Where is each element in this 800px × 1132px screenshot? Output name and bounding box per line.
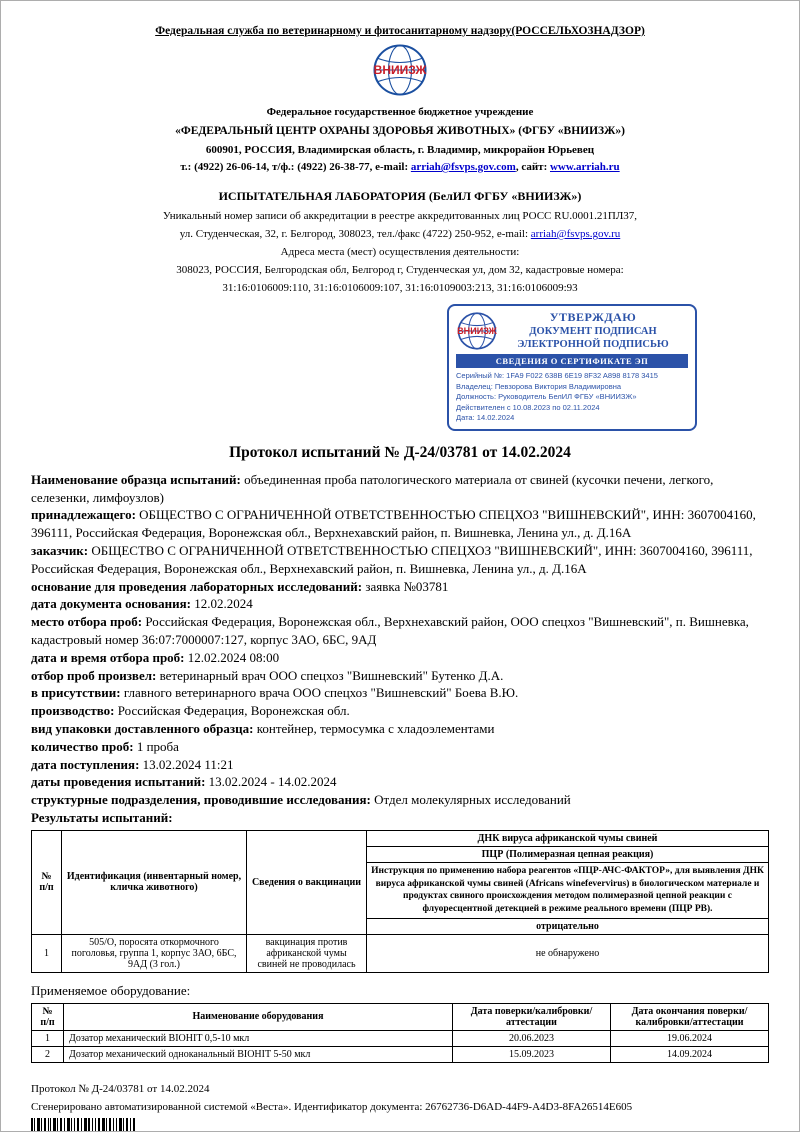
field-label: количество проб: — [31, 738, 134, 754]
equipment-row-date-end: 14.09.2024 — [611, 1046, 769, 1062]
field-label: производство: — [31, 703, 115, 719]
field-label: место отбора проб: — [31, 614, 143, 630]
field-label: даты проведения испытаний: — [31, 774, 206, 790]
field-packaging — [31, 720, 769, 738]
stamp-date: Дата: 14.02.2024 — [456, 413, 515, 423]
equipment-row-num: 1 — [32, 1030, 64, 1046]
field-value: 13.02.2024 - 14.02.2024 — [208, 774, 337, 790]
field-label: дата поступления: — [31, 756, 140, 772]
field-owner — [31, 506, 769, 542]
email-link-main[interactable]: arriah@fsvps.gov.com — [410, 161, 516, 173]
barcode-icon — [31, 1118, 137, 1131]
stamp-validity: Действителен с 10.08.2023 по 02.11.2024 — [456, 402, 600, 412]
field-value: заявка №03781 — [365, 578, 449, 594]
results-row-identification: 505/О, поросята откормочного поголовья, группа 1, корпус 3АО, 6БС, 9АД (3 гол.) — [62, 934, 247, 972]
field-label: дата документа основания: — [31, 596, 191, 612]
org-name: «ФЕДЕРАЛЬНЫЙ ЦЕНТР ОХРАНЫ ЗДОРОВЬЯ ЖИВОТНЫХ» (ФГБУ «ВНИИЗЖ») — [175, 125, 625, 137]
stamp-globe-icon — [456, 311, 498, 351]
field-witness — [31, 684, 769, 702]
stamp-position: Должность: Руководитель БелИЛ ФГБУ «ВНИИЗЖ» — [456, 392, 637, 402]
field-label: отбор проб произвел: — [31, 667, 157, 683]
email-link-lab[interactable]: arriah@fsvps.gov.ru — [530, 228, 621, 240]
field-value: главного ветеринарного врача ООО спецхоз "Вишневский" Боева В.Ю. — [123, 685, 519, 701]
results-test-name: ДНК вируса африканской чумы свиней — [367, 830, 769, 846]
equipment-row-name: Дозатор механический BIOHIT 0,5-10 мкл — [64, 1030, 453, 1046]
field-value: 13.02.2024 11:21 — [142, 756, 234, 772]
activity-address-1: 308023, РОССИЯ, Белгородская обл, Белгород г, Студенческая ул, дом 32, кадастровые номера: — [176, 264, 624, 276]
contacts-site-label: , сайт: — [515, 161, 550, 173]
lab-address-line — [31, 228, 769, 240]
org-type: Федеральное государственное бюджетное учреждение — [266, 106, 534, 118]
accreditation-line: Уникальный номер записи об аккредитации в реестре аккредитованных лиц РОСС RU.0001.21ПЛ37, — [162, 210, 638, 222]
results-row-num: 1 — [32, 934, 62, 972]
org-address: 600901, РОССИЯ, Владимирская область, г. Владимир, микрорайон Юрьевец — [205, 144, 595, 156]
globe-icon — [371, 43, 429, 97]
activity-address-2: 31:16:0106009:110, 31:16:0106009:107, 31:16:0109003:213, 31:16:0106009:93 — [222, 282, 578, 294]
equipment-row-date: 15.09.2023 — [453, 1046, 611, 1062]
equipment-row — [32, 1030, 769, 1046]
results-row-vaccination: вакцинация против африканской чумы свиней не проводилась — [247, 934, 367, 972]
field-departments — [31, 791, 769, 809]
field-value: 12.02.2024 08:00 — [187, 649, 280, 665]
equipment-header-row — [32, 1003, 769, 1030]
results-row-result: не обнаружено — [367, 934, 769, 972]
field-label: дата и время отбора проб: — [31, 649, 185, 665]
field-basis-date — [31, 595, 769, 613]
equipment-row — [32, 1046, 769, 1062]
equipment-row-num: 2 — [32, 1046, 64, 1062]
field-label: вид упаковки доставленного образца: — [31, 720, 254, 736]
org-contacts — [31, 161, 769, 173]
vniizh-logo-icon — [31, 43, 769, 102]
equipment-table — [31, 1003, 769, 1063]
lab-name: ИСПЫТАТЕЛЬНАЯ ЛАБОРАТОРИЯ (БелИЛ ФГБУ «ВНИИЗЖ») — [218, 189, 582, 203]
field-sampler — [31, 667, 769, 685]
field-value: ОБЩЕСТВО С ОГРАНИЧЕННОЙ ОТВЕТСТВЕННОСТЬЮ СПЕЦХОЗ "ВИШНЕВСКИЙ", ИНН: 3607004160, 396111, Российская Федерация, Воронежская обл., Верхнехавский район, п. Вишневка, Ленина ул., д. Д.16А — [31, 542, 753, 576]
footer-generated-line: Сгенерировано автоматизированной системой «Веста». Идентификатор документа: 26762736-D6AD-44F9-A4D3-8FA26514E605 — [31, 1101, 633, 1113]
equipment-col-date-end: Дата окончания поверки/калибровки/аттестации — [611, 1003, 769, 1030]
results-norm: отрицательно — [367, 918, 769, 934]
field-sampling-place — [31, 613, 769, 649]
field-basis — [31, 578, 769, 596]
results-heading — [31, 809, 769, 827]
field-value: ОБЩЕСТВО С ОГРАНИЧЕННОЙ ОТВЕТСТВЕННОСТЬЮ СПЕЦХОЗ "ВИШНЕВСКИЙ", ИНН: 3607004160, 396111, Российская Федерация, Воронежская обл., Верхнехавский район, п. Вишневка, Ленина ул., д. Д.16А — [31, 507, 756, 541]
field-label: заказчик: — [31, 542, 89, 558]
contacts-prefix: т.: (4922) 26-06-14, т/ф.: (4922) 26-38-77, e-mail: — [180, 161, 411, 173]
equipment-title: Применяемое оборудование: — [31, 982, 191, 998]
document-title: Протокол испытаний № Д-24/03781 от 14.02.2024 — [229, 443, 571, 461]
stamp-serial: Серийный №: 1FA9 F022 638B 6E19 8F32 A898 8178 3415 — [456, 371, 658, 381]
equipment-col-date: Дата поверки/калибровки/аттестации — [453, 1003, 611, 1030]
field-label: структурные подразделения, проводившие исследования: — [31, 792, 371, 808]
results-table — [31, 830, 769, 973]
results-col-num: № п/п — [32, 830, 62, 934]
results-row — [32, 934, 769, 972]
results-col-vaccination: Сведения о вакцинации — [247, 830, 367, 934]
results-col-identification: Идентификация (инвентарный номер, кличка животного) — [62, 830, 247, 934]
field-sample-count — [31, 738, 769, 756]
footer-protocol-number: Протокол № Д-24/03781 от 14.02.2024 — [31, 1083, 210, 1095]
field-test-dates — [31, 773, 769, 791]
e-signature-stamp — [447, 304, 697, 431]
field-value: Российская Федерация, Воронежская обл., Верхнехавский район, ООО спецхоз "Вишневский", п. Вишневка, кадастровый номер 36:07:7000007:127, корпус 3АО, 6БС, 9АД — [31, 614, 749, 647]
field-sampling-datetime — [31, 649, 769, 667]
fields-section — [31, 471, 769, 827]
stamp-signed-2: ЭЛЕКТРОННОЙ ПОДПИСЬЮ — [517, 339, 669, 351]
field-value: Отдел молекулярных исследований — [374, 792, 571, 808]
field-customer — [31, 542, 769, 578]
stamp-owner: Владелец: Певзорова Виктория Владимировна — [456, 381, 622, 391]
field-label: в присутствии: — [31, 685, 121, 701]
field-value: 1 проба — [136, 738, 179, 754]
stamp-logo-text: ВНИИЗЖ — [457, 325, 497, 336]
field-value: 12.02.2024 — [194, 596, 253, 612]
field-label: Наименование образца испытаний: — [31, 471, 241, 487]
activity-addresses-label: Адреса места (мест) осуществления деятельности: — [280, 246, 520, 258]
equipment-col-num: № п/п — [32, 1003, 64, 1030]
footer — [31, 1083, 769, 1131]
field-value: объединенная проба патологического материала от свиней (кусочки печени, легкого, селезенки, лимфоузлов) — [31, 471, 714, 505]
results-instruction: Инструкция по применению набора реагентов «ПЦР-АЧС-ФАКТОР», для выявления ДНК вируса африканской чумы свиней (Africans winefevervirus) в биологическом материале и продуктах свиного происхождения методом полимеразной цепной реакции с флуоресцентной детекцией в режиме реального времени (ПЦР РВ). — [367, 862, 769, 918]
field-label: основание для проведения лабораторных исследований: — [31, 578, 363, 594]
site-link[interactable]: www.arriah.ru — [549, 161, 620, 173]
field-sample-name — [31, 471, 769, 507]
field-value: ветеринарный врач ООО спецхоз "Вишневский" Бутенко Д.А. — [159, 667, 504, 683]
field-receipt-date — [31, 756, 769, 774]
stamp-signed-1: ДОКУМЕНТ ПОДПИСАН — [529, 326, 657, 337]
stamp-cert-banner: СВЕДЕНИЯ О СЕРТИФИКАТЕ ЭП — [456, 354, 688, 368]
field-label: принадлежащего: — [31, 507, 136, 523]
equipment-row-name: Дозатор механический одноканальный BIOHIT 5-50 мкл — [64, 1046, 453, 1062]
field-value: контейнер, термосумка с хладоэлементами — [256, 720, 495, 736]
logo-text: ВНИИЗЖ — [373, 63, 427, 77]
equipment-col-name: Наименование оборудования — [64, 1003, 453, 1030]
lab-address-prefix: ул. Студенческая, 32, г. Белгород, 308023, тел./факс (4722) 250-952, e-mail: — [179, 228, 531, 240]
stamp-approve: УТВЕРЖДАЮ — [549, 310, 637, 324]
equipment-row-date-end: 19.06.2024 — [611, 1030, 769, 1046]
barcode — [31, 1118, 769, 1131]
field-label: Результаты испытаний: — [31, 809, 173, 825]
field-value: Российская Федерация, Воронежская обл. — [117, 703, 350, 719]
results-method: ПЦР (Полимеразная цепная реакция) — [367, 846, 769, 862]
equipment-row-date: 20.06.2023 — [453, 1030, 611, 1046]
agency-title: Федеральная служба по ветеринарному и фитосанитарному надзору(РОССЕЛЬХОЗНАДЗОР) — [155, 25, 645, 37]
field-production — [31, 702, 769, 720]
